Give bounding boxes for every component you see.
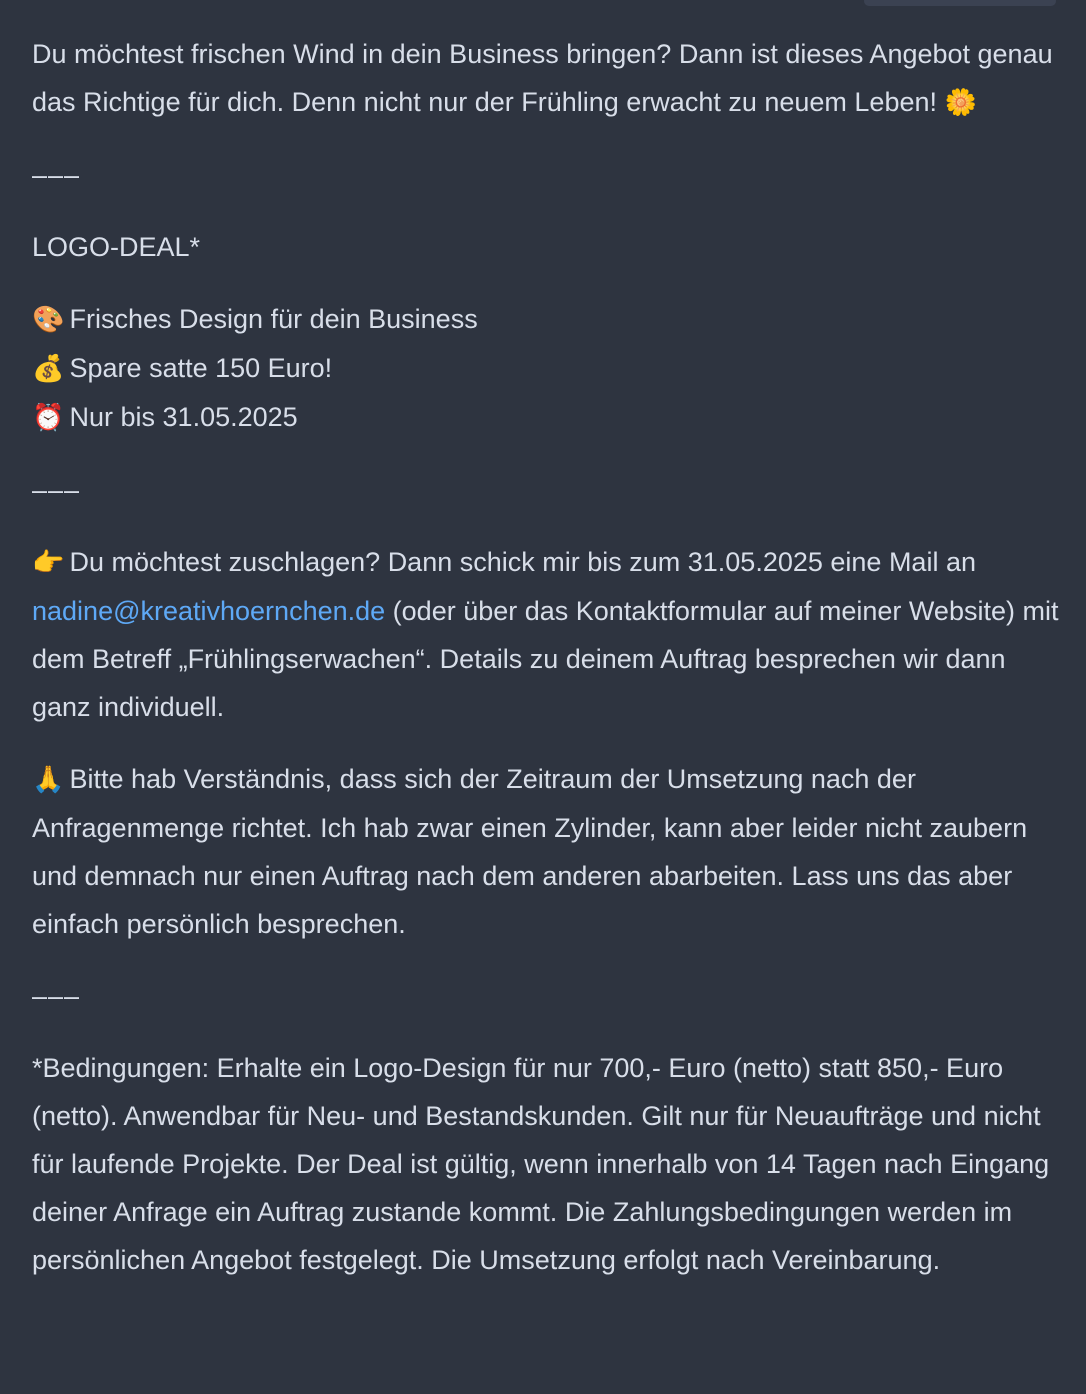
email-link[interactable]: nadine@kreativhoernchen.de (32, 596, 386, 626)
money-bag-icon: 💰 (32, 354, 65, 384)
folded-hands-icon: 🙏 (32, 765, 65, 795)
separator: ––– (32, 475, 81, 505)
separator: ––– (32, 160, 81, 190)
conditions-paragraph: *Bedingungen: Erhalte ein Logo-Design für nur 700,- Euro (netto) statt 850,- Euro (netto). Anwendbar für Neu- und Bestandskunden. Gilt nur für Neuaufträge und nicht für laufende Projekte. Der Deal ist gültig, wenn innerhalb von 14 Tagen nach Eingang deiner Anfrage ein Auftrag zustande kommt. Die Zahlungsbedingungen werden im persönlichen Angebot festgelegt. Die Umsetzung erfolgt nach Vereinbarung. (32, 1053, 1050, 1275)
deal-item-text: Frisches Design für dein Business (69, 304, 478, 334)
palette-icon: 🎨 (32, 305, 65, 335)
deal-item (32, 393, 1062, 442)
pointing-hand-icon: 👉 (32, 548, 65, 578)
deal-list (32, 295, 1062, 442)
deal-item (32, 344, 1062, 393)
deal-item-text: Spare satte 150 Euro! (69, 353, 333, 383)
deal-item-text: Nur bis 31.05.2025 (69, 402, 298, 432)
cta-text-before: Du möchtest zuschlagen? Dann schick mir bis zum 31.05.2025 eine Mail an (69, 547, 976, 577)
note-paragraph (32, 755, 1062, 948)
flower-icon: 🌼 (944, 88, 977, 118)
deal-item (32, 295, 1062, 344)
cta-text-after: (oder über das Kontaktformular auf meiner Website) mit dem Betreff „Frühlingserwachen“. Details zu deinem Auftrag besprechen wir dann ganz individuell. (32, 596, 1059, 722)
intro-paragraph (32, 30, 1062, 127)
alarm-clock-icon: ⏰ (32, 403, 65, 433)
deal-heading: LOGO-DEAL* (32, 232, 201, 262)
cta-paragraph (32, 538, 1062, 731)
note-text: Bitte hab Verständnis, dass sich der Zeitraum der Umsetzung nach der Anfragenmenge richtet. Ich hab zwar einen Zylinder, kann aber leider nicht zaubern und demnach nur einen Auftrag nach dem anderen abarbeiten. Lass uns das aber einfach persönlich besprechen. (32, 764, 1028, 939)
intro-text: Du möchtest frischen Wind in dein Business bringen? Dann ist dieses Angebot genau das Richtige für dich. Denn nicht nur der Frühling erwacht zu neuem Leben! (32, 39, 1053, 117)
separator: ––– (32, 981, 81, 1011)
top-tab (864, 0, 1056, 6)
message-body (32, 30, 1062, 1308)
